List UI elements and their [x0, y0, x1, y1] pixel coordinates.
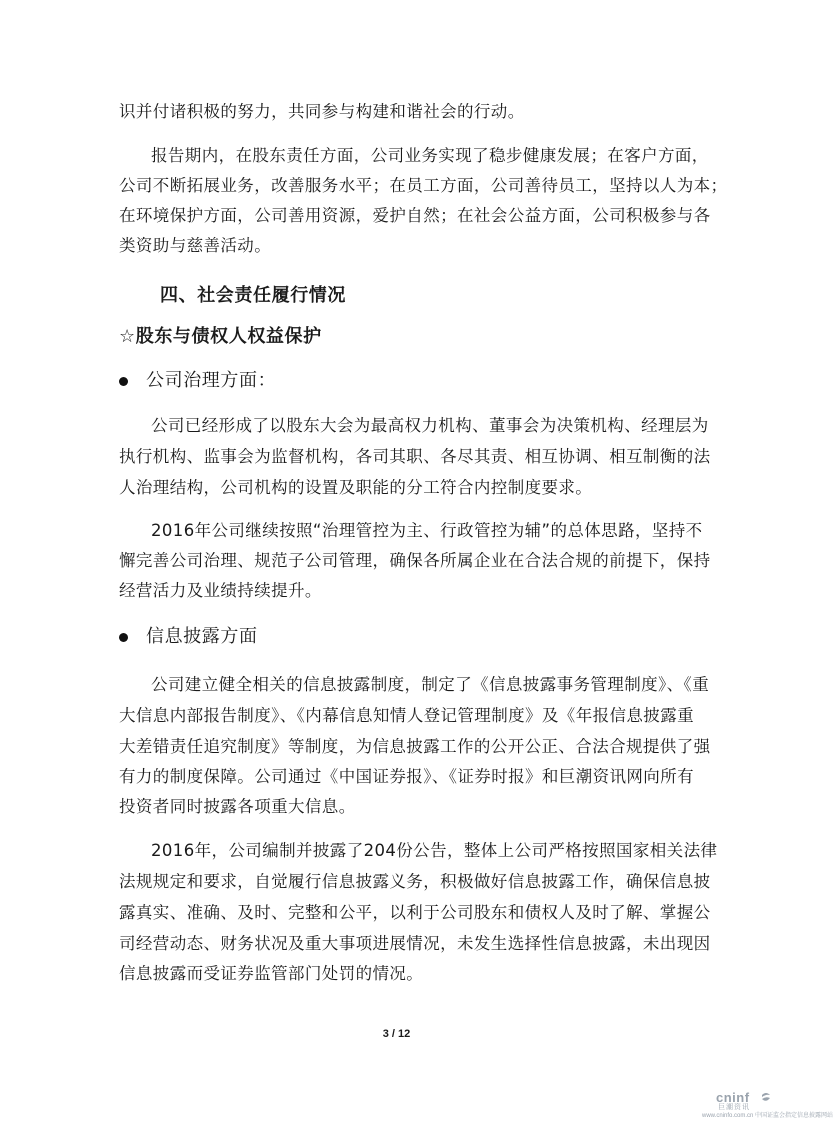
paragraph-line: 在环境保护方面，公司善用资源，爱护自然；在社会公益方面，公司积极参与各 — [119, 206, 711, 225]
bullet-label: 信息披露方面 — [146, 626, 258, 647]
paragraph-line: 识并付诸积极的努力，共同参与构建和谐社会的行动。 — [119, 102, 525, 121]
paragraph-line: 2016年公司继续按照“治理管控为主、行政管控为辅”的总体思路，坚持不 — [151, 521, 703, 540]
paragraph-line: 2016年，公司编制并披露了204份公告，整体上公司严格按照国家相关法律 — [151, 841, 718, 860]
watermark-name: 巨潮资讯 — [718, 1104, 750, 1111]
bullet-icon — [119, 377, 128, 386]
watermark-logo-text: cninf — [716, 1090, 750, 1105]
bullet-icon — [119, 633, 128, 642]
paragraph-line: 司经营动态、财务状况及重大事项进展情况，未发生选择性信息披露，未出现因 — [119, 934, 711, 953]
cninfo-logo-icon — [760, 1091, 772, 1103]
paragraph-line: 露真实、准确、及时、完整和公平，以利于公司股东和债权人及时了解、掌握公 — [119, 903, 711, 922]
paragraph-line: 投资者同时披露各项重大信息。 — [119, 797, 356, 816]
paragraph-line: 信息披露而受证券监管部门处罚的情况。 — [119, 964, 424, 983]
paragraph-line: 经营活力及业绩持续提升。 — [119, 581, 322, 600]
paragraph-line: 人治理结构，公司机构的设置及职能的分工符合内控制度要求。 — [119, 478, 593, 497]
paragraph-line: 法规规定和要求，自觉履行信息披露义务，积极做好信息披露工作，确保信息披 — [119, 872, 711, 891]
bullet-disclosure — [119, 625, 258, 649]
section-heading: 四、社会责任履行情况 — [160, 285, 346, 306]
paragraph-line: 公司已经形成了以股东大会为最高权力机构、董事会为决策机构、经理层为 — [151, 416, 709, 435]
paragraph-line: 有力的制度保障。公司通过《中国证券报》、《证券时报》和巨潮资讯网向所有 — [119, 767, 694, 786]
paragraph-line: 大差错责任追究制度》等制度，为信息披露工作的公开公正、合法合规提供了强 — [119, 737, 711, 756]
paragraph-line: 公司不断拓展业务，改善服务水平；在员工方面，公司善待员工，坚持以人为本； — [119, 176, 728, 195]
watermark-tagline: www.cninfo.com.cn 中国证监会指定信息披露网站 — [702, 1113, 833, 1119]
paragraph-line: 大信息内部报告制度》、《内幕信息知情人登记管理制度》及《年报信息披露重 — [119, 706, 694, 725]
bullet-governance — [119, 369, 276, 393]
cninfo-watermark — [696, 1090, 833, 1119]
paragraph-line: 公司建立健全相关的信息披露制度，制定了《信息披露事务管理制度》、《重 — [151, 675, 710, 694]
paragraph-line: 执行机构、监事会为监督机构，各司其职、各尽其责、相互协调、相互制衡的法 — [119, 447, 711, 466]
paragraph-line: 懈完善公司治理、规范子公司管理，确保各所属企业在合法合规的前提下，保持 — [119, 551, 711, 570]
bullet-label: 公司治理方面： — [146, 370, 277, 391]
paragraph-line: 报告期内，在股东责任方面，公司业务实现了稳步健康发展；在客户方面， — [151, 146, 709, 165]
paragraph-line: 类资助与慈善活动。 — [119, 236, 272, 255]
page-number: 3 / 12 — [382, 1028, 411, 1040]
subsection-heading: ☆股东与债权人权益保护 — [119, 326, 322, 347]
